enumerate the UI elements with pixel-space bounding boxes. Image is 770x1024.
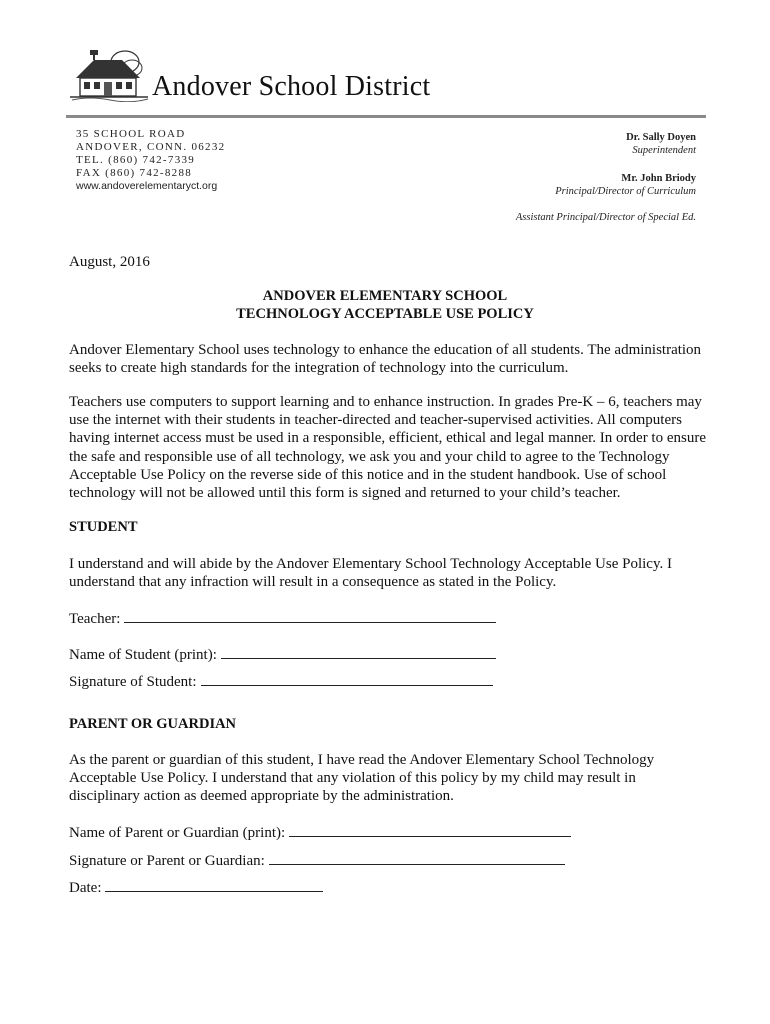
parent-signature-line[interactable]: [269, 850, 565, 865]
date-line[interactable]: [105, 877, 323, 892]
student-signature-field: [69, 671, 493, 691]
header-divider: [66, 115, 706, 118]
document-title: [0, 287, 770, 323]
student-name-label: Name of Student (print):: [69, 647, 217, 663]
principal-name: Mr. John Briody: [621, 173, 696, 184]
principal-title: Principal/Director of Curriculum: [555, 186, 696, 197]
student-signature-line[interactable]: [201, 671, 493, 686]
student-signature-label: Signature of Student:: [69, 674, 197, 690]
district-website-link[interactable]: www.andoverelementaryct.org: [76, 180, 218, 192]
letter-date: August, 2016: [69, 254, 150, 270]
address-street: 35 SCHOOL ROAD: [76, 128, 186, 140]
schoolhouse-icon: [70, 46, 150, 102]
teacher-signature-line[interactable]: [124, 608, 496, 623]
student-name-field: [69, 644, 496, 664]
superintendent-title: Superintendent: [632, 145, 696, 156]
student-section-title: STUDENT: [69, 519, 138, 535]
parent-section-title: PARENT OR GUARDIAN: [69, 716, 237, 732]
district-name: Andover School District: [152, 71, 431, 102]
teacher-label: Teacher:: [69, 611, 121, 627]
student-statement: I understand and will abide by the Andover Elementary School Technology Acceptable Use Policy. I understand that any infraction will result in a consequence as stated in the Policy.: [69, 556, 672, 591]
student-name-line[interactable]: [221, 644, 496, 659]
teachers-paragraph: Teachers use computers to support learning and to enhance instruction. In grades Pre-K – 6, teachers may use the internet with their students in teacher-directed and teacher-supervised activities. All computers having internet access must be used in a responsible, efficient, ethical and legal manner. In order to ensure the safe and responsible use of all technology, we ask you and your child to agree to the Technology Acceptable Use Policy on the reverse side of this notice and in the student handbook. Use of school technology will not be allowed until this form is signed and returned to your child’s teacher.: [69, 394, 707, 502]
address-city: ANDOVER, CONN. 06232: [76, 141, 226, 153]
date-label: Date:: [69, 880, 102, 896]
parent-statement: As the parent or guardian of this student, I have read the Andover Elementary School Technology Acceptable Use Policy. I understand that any violation of this policy by my child may result in disciplinary action as deemed appropriate by the administration.: [69, 752, 655, 805]
address-telephone: TEL. (860) 742-7339: [76, 154, 196, 166]
parent-name-field: [69, 822, 571, 842]
intro-paragraph: Andover Elementary School uses technology to enhance the education of all students. The administration seeks to create high standards for the integration of technology into the curriculum.: [69, 342, 702, 377]
address-fax: FAX (860) 742-8288: [76, 167, 193, 179]
parent-signature-label: Signature or Parent or Guardian:: [69, 853, 265, 869]
superintendent-name: Dr. Sally Doyen: [626, 132, 696, 143]
parent-name-line[interactable]: [289, 822, 571, 837]
date-field: [69, 877, 323, 897]
title-school: ANDOVER ELEMENTARY SCHOOL: [262, 288, 508, 304]
parent-name-label: Name of Parent or Guardian (print):: [69, 825, 286, 841]
teacher-field: [69, 608, 496, 628]
parent-signature-field: [69, 850, 565, 870]
assistant-principal-title: Assistant Principal/Director of Special Ed.: [515, 212, 696, 223]
title-policy: TECHNOLOGY ACCEPTABLE USE POLICY: [236, 306, 534, 322]
staff-listing: [516, 131, 696, 224]
district-address: [76, 128, 225, 193]
